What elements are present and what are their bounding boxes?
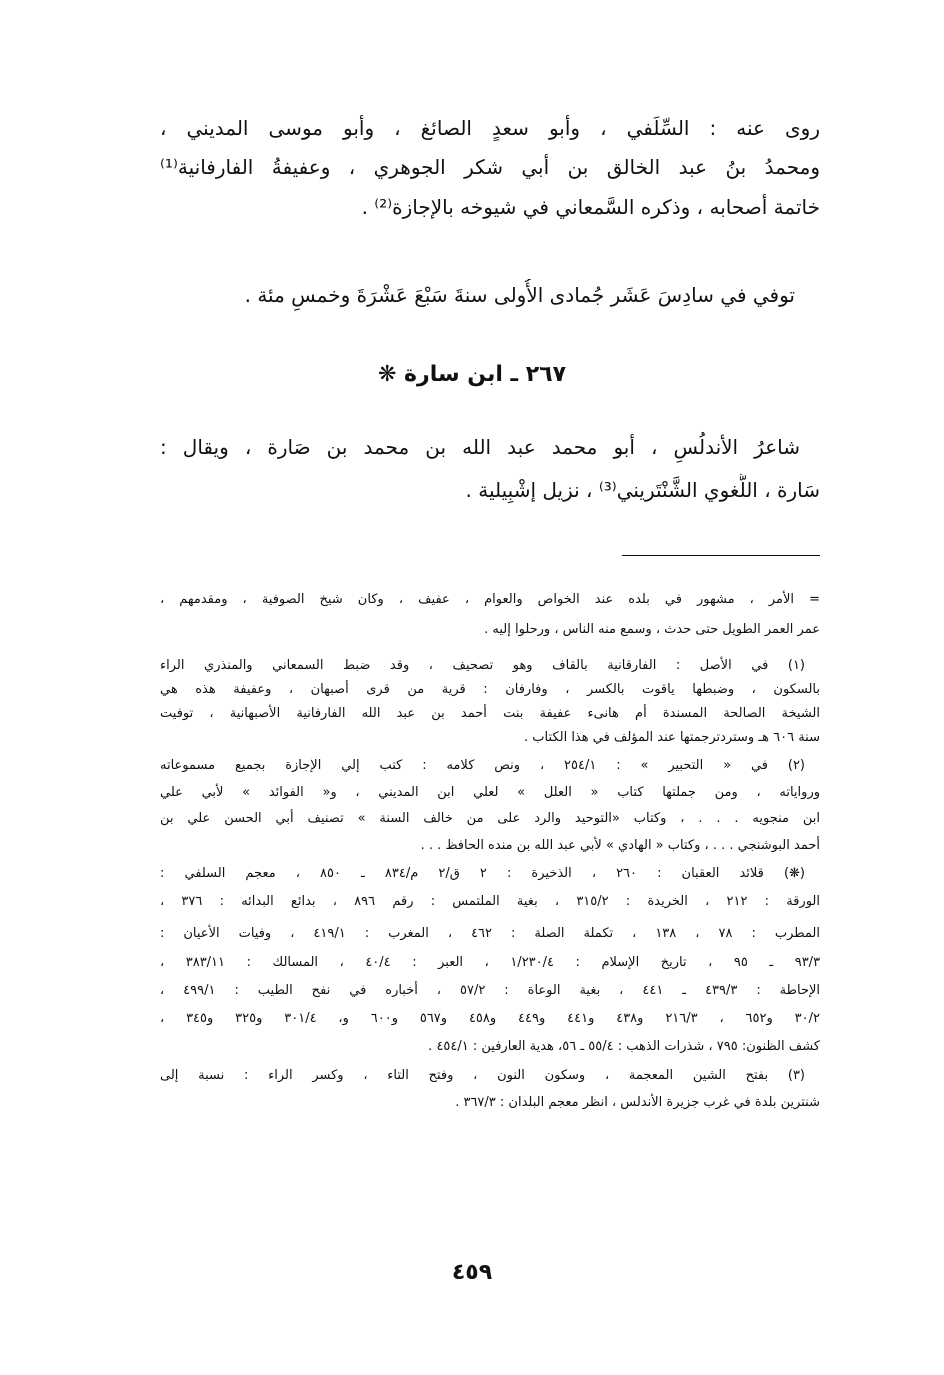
footnote-line: ٩٣/٣ ـ ٩٥ ، تاريخ الإسلام : ١/٢٣٠/٤ ، العبر : ٤٠/٤ ، المسالك : ٣٨٣/١١ ، bbox=[160, 955, 820, 970]
body-line: خاتمة أصحابه ، وذكره السَّمعاني في شيوخه بالإجازة⁽²⁾ . bbox=[361, 195, 820, 219]
body-line: ومحمدُ بنُ عبد الخالق بن أبي شكر الجوهري ، وعفيفةُ الفارفانية⁽¹⁾ bbox=[160, 155, 820, 179]
footnote-line: ٣٠/٢ و٦٥٢ ، ٢١٦/٣ و٤٣٨ و٤٤١ و٤٤٩ و٤٥٨ و٥٦٧ و٦٠٠ و، ٣٠١/٤ و٣٢٥ و٣٤٥ ، bbox=[160, 1011, 820, 1026]
footnote-line: المطرب : ٧٨ ، ١٣٨ ، تكملة الصلة : ٤٦٢ ، المغرب : ٤١٩/١ ، وفيات الأعيان : bbox=[160, 926, 820, 941]
footnote-line: = الأمر ، مشهور في بلده عند الخواص والعوام ، عفيف ، وكان شيخ الصوفية ، ومقدمهم ، bbox=[160, 592, 820, 607]
footnote-line: عمر العمر الطويل حتى حدث ، وسمع منه الناس ، ورحلوا إليه . bbox=[484, 622, 820, 637]
entry-title: ٢٦٧ ـ ابن سارة ❋ bbox=[377, 362, 567, 387]
body-line: شاعرُ الأندلُسِ ، أبو محمد عبد الله بن محمد بن صَارة ، ويقال : bbox=[160, 435, 800, 459]
footnote-line: الإحاطة : ٤٣٩/٣ ـ ٤٤١ ، بغية الوعاة : ٥٧/٢ ، أخباره في نفح الطيب : ٤٩٩/١ ، bbox=[160, 983, 820, 998]
footnote-line: الشيخة الصالحة المسندة أم هانىء عفيفة بنت أحمد بن عبد الله الفارفانية الأصبهانية ، توفيت bbox=[160, 706, 820, 721]
footnote-line: أحمد البوشنجي . . . ، وكتاب « الهادي » لأبي عبد الله بن منده الحافظ . . . bbox=[420, 838, 820, 853]
footnote-line: كشف الظنون: ٧٩٥ ، شذرات الذهب : ٥٥/٤ ـ ٥٦، هدية العارفين : ٤٥٤/١ . bbox=[428, 1039, 820, 1054]
footnote-line: (١) في الأصل : الفارقانية بالقاف وهو تصحيف ، وقد ضبط السمعاني والمنذري الراء bbox=[160, 658, 805, 673]
body-line: سَارة ، اللُّغوي الشَّنْتَريني⁽³⁾ ، نزيل إشْبِيلية . bbox=[465, 478, 820, 502]
page-number: ٤٥٩ bbox=[451, 1260, 493, 1285]
footnote-line: (٣) بفتح الشين المعجمة ، وسكون النون ، وفتح التاء ، وكسر الراء : نسبة إلى bbox=[160, 1068, 805, 1083]
footnote-separator bbox=[622, 555, 820, 556]
body-line: روى عنه : السِّلَفي ، وأبو سعدٍ الصائغ ، وأبو موسى المديني ، bbox=[160, 116, 820, 140]
footnote-line: بالسكون ، وضبطها ياقوت بالكسر ، وفارفان : قرية من قرى أصبهان ، وعفيفة هذه هي bbox=[160, 682, 820, 697]
footnote-line: (٢) في « التحبير » : ٢٥٤/١ ، ونص كلامه : كتب إلي الإجازة بجميع مسموعاته bbox=[160, 758, 805, 773]
footnote-line: ورواياته ، ومن جملتها كتاب « العلل » لعلي ابن المديني ، و« الفوائد » لأبي علي bbox=[160, 785, 820, 800]
footnote-line: (❋) قلائد العقبان : ٢٦٠ ، الذخيرة : ٢ ق/٢ م/٨٣٤ ـ ٨٥٠ ، معجم السلفي : bbox=[160, 866, 805, 881]
footnote-line: الورقة : ٢١٢ ، الخريدة : ٣١٥/٢ ، بغية الملتمس : رقم ٨٩٦ ، بدائع البدائه : ٣٧٦ ، bbox=[160, 894, 820, 909]
footnote-line: ابن منجويه . . . ، وكتاب «التوحيد والرد على من خالف السنة » تصنيف أبي الحسن علي بن bbox=[160, 811, 820, 826]
footnote-line: سنة ٦٠٦ هـ وستردترجمتها عند المؤلف في هذا الكتاب . bbox=[524, 730, 820, 745]
body-line: توفي في سادِسَ عَشَر جُمادى الأُولى سنةَ سَبْعَ عَشْرَةَ وخمسِ مئة . bbox=[244, 283, 795, 307]
footnote-line: شنترين بلدة في غرب جزيرة الأندلس ، انظر معجم البلدان : ٣٦٧/٣ . bbox=[455, 1095, 820, 1110]
